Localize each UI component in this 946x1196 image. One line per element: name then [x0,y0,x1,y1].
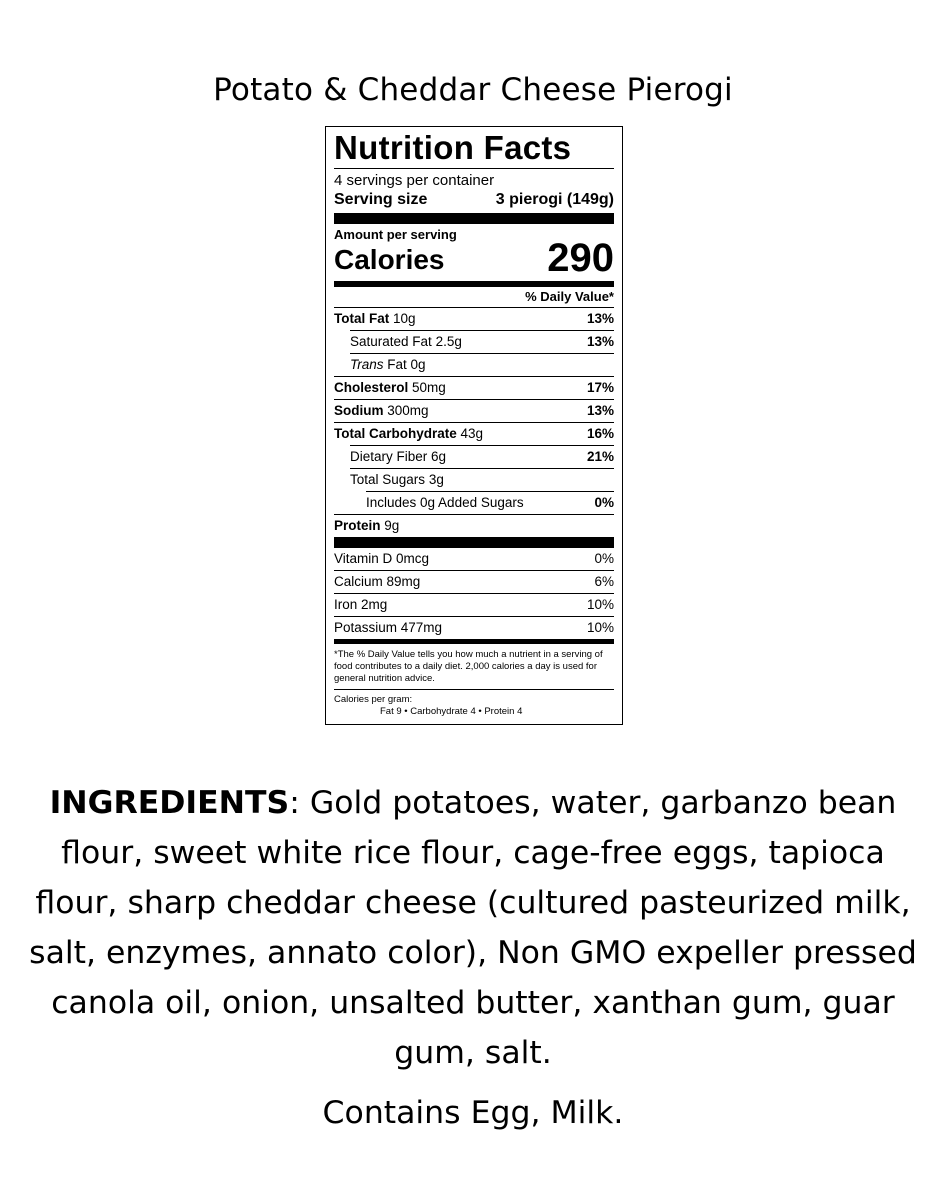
nutrient-row-saturated-fat [350,330,614,353]
nutrient-row-dietary-fiber [350,445,614,468]
vitamin-pct: 6% [594,574,614,589]
daily-value-header: % Daily Value* [525,289,614,304]
nutrient-amount: 6g [431,449,447,464]
nutrient-row-cholesterol [334,376,614,399]
vitamin-name: Potassium 477mg [334,620,443,635]
nutrient-amount: Fat 0g [387,357,426,372]
nutrient-row-total-fat [334,307,614,330]
nutrient-pct: 13% [586,334,614,349]
medium-divider [334,639,614,644]
nutrient-row-protein [334,514,614,537]
nutrient-amount: 10g [393,311,416,326]
nutrient-name: Protein [334,518,381,533]
nutrient-pct: 0% [594,495,614,510]
nutrient-name: Cholesterol [334,380,409,395]
calories-per-gram [334,689,614,718]
calories-label: Calories [334,244,445,275]
nutrient-name: Includes 0g Added Sugars [366,495,524,510]
thick-divider [334,537,614,548]
ingredients-text [24,778,922,1078]
nutrient-name: Dietary Fiber [350,449,428,464]
calories-row [334,238,614,278]
calories-per-gram-label: Calories per gram: [334,694,413,705]
nutrient-name: Trans [350,357,384,372]
serving-size-label: Serving size [334,191,428,208]
product-title: Potato & Cheddar Cheese Pierogi [213,72,733,108]
vitamin-row-calcium [334,570,614,593]
nutrient-row-total-sugars [350,468,614,491]
nutrient-pct: 17% [586,380,614,395]
vitamin-pct: 10% [586,597,614,612]
amount-per-serving: Amount per serving [334,227,457,242]
nutrient-amount: 9g [384,518,400,533]
serving-size-value: 3 pierogi (149g) [495,191,614,208]
servings-per-container: 4 servings per container [334,172,495,189]
daily-value-footnote: *The % Daily Value tells you how much a nutrient in a serving of food contributes to a daily diet. 2,000 calories a day is used for general nutrition advice. [334,649,603,684]
nutrient-row-total-carbohydrate [334,422,614,445]
nutrient-row-added-sugars [366,491,614,514]
nutrient-pct: 16% [586,426,614,441]
nutrient-name: Total Carbohydrate [334,426,457,441]
nutrient-amount: 300mg [387,403,429,418]
nutrient-amount: 3g [428,472,444,487]
vitamin-name: Calcium 89mg [334,574,421,589]
nutrient-amount: 43g [460,426,484,441]
nutrient-name: Total Fat [334,311,390,326]
serving-size-row [334,190,614,210]
nutrient-row-trans-fat [350,353,614,376]
ingredients-list: : Gold potatoes, water, garbanzo bean flour, sweet white rice flour, cage-free eggs, tapioca flour, sharp cheddar cheese (cultured pasteurized milk, salt, enzymes, annato color), Non GMO expeller pressed canola oil, onion, unsalted butter, xanthan gum, guar gum, salt. [29,785,917,1071]
vitamin-pct: 0% [594,551,614,566]
nutrient-pct: 13% [586,403,614,418]
vitamin-row-vitamin-d [334,548,614,570]
allergen-statement: Contains Egg, Milk. [322,1095,624,1131]
calories-value: 290 [547,236,614,280]
nutrition-facts-title: Nutrition Facts [334,129,572,166]
vitamin-pct: 10% [586,620,614,635]
nutrient-name: Total Sugars [350,472,426,487]
nutrient-amount: 50mg [412,380,446,395]
vitamin-name: Iron 2mg [334,597,388,612]
vitamin-name: Vitamin D 0mcg [334,551,430,566]
nutrient-pct: 13% [586,311,614,326]
nutrient-name: Saturated Fat [350,334,432,349]
nutrient-pct: 21% [586,449,614,464]
thick-divider [334,213,614,224]
nutrient-row-sodium [334,399,614,422]
vitamin-row-potassium [334,616,614,639]
calories-per-gram-values: Fat 9 • Carbohydrate 4 • Protein 4 [380,706,523,717]
ingredients-label: INGREDIENTS [49,785,290,821]
nutrition-facts-label [325,126,623,725]
nutrient-name: Sodium [334,403,384,418]
divider [334,168,614,169]
vitamin-row-iron [334,593,614,616]
nutrient-amount: 2.5g [435,334,462,349]
